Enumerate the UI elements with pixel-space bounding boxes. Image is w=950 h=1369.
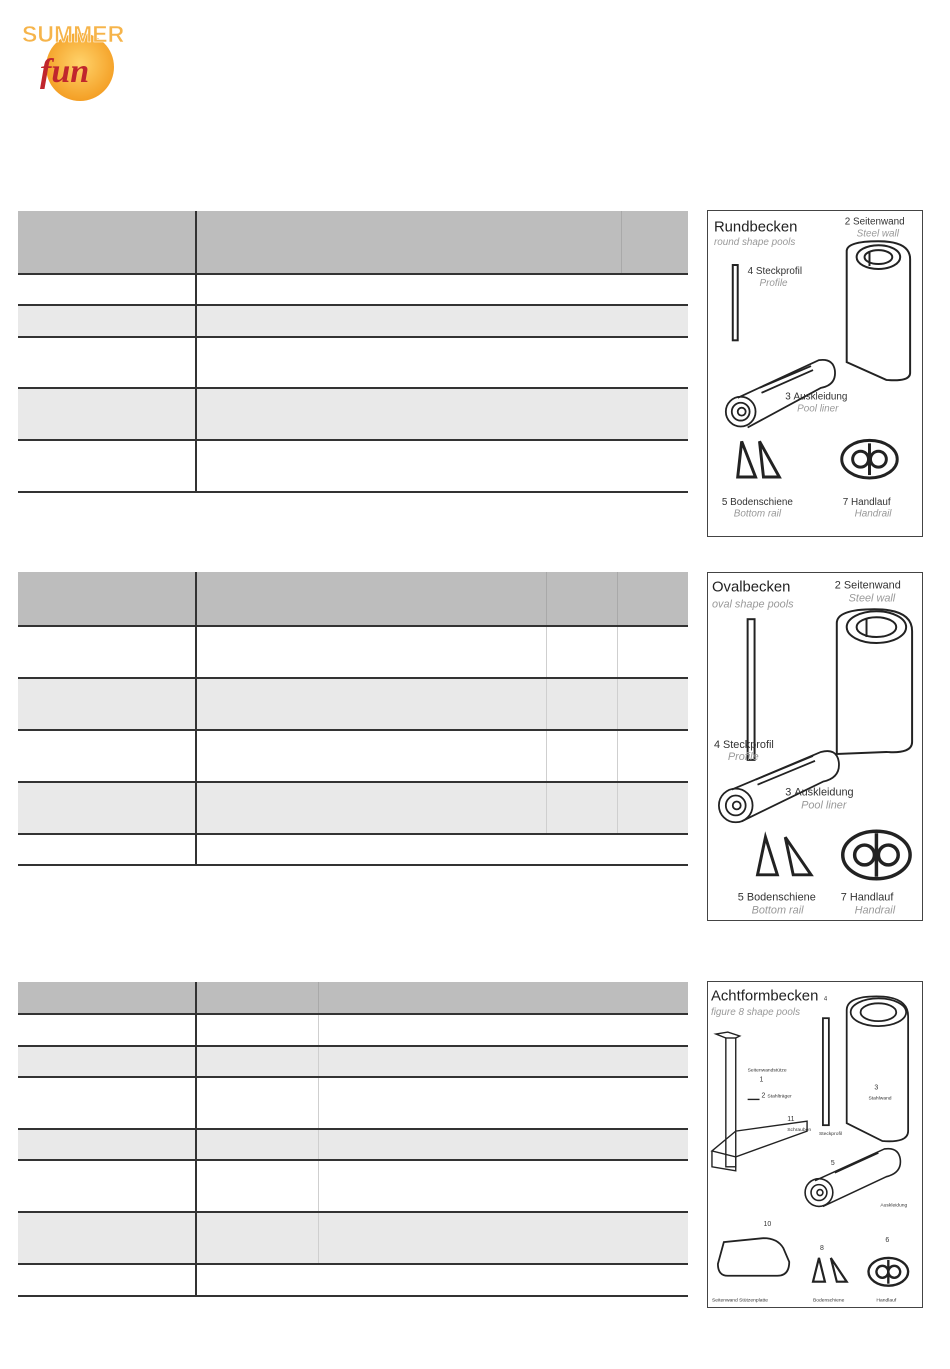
svg-text:7 Handlauf: 7 Handlauf [842, 496, 891, 508]
svg-text:4 Steckprofil: 4 Steckprofil [713, 738, 774, 751]
parts-panel-round [707, 210, 923, 537]
panel-subtitle: round shape pools [713, 237, 796, 249]
svg-text:Auskleidung: Auskleidung [880, 1203, 908, 1209]
panel-title: Ovalbecken [711, 579, 791, 596]
handrail-icon [869, 1258, 909, 1286]
svg-text:Pool liner: Pool liner [797, 403, 839, 415]
svg-text:8: 8 [819, 1245, 824, 1253]
table-row [18, 627, 688, 679]
svg-text:4 Steckprofil: 4 Steckprofil [747, 265, 803, 277]
table-row [18, 275, 688, 306]
svg-text:Bottom rail: Bottom rail [751, 904, 804, 917]
svg-text:11: 11 [787, 1116, 795, 1124]
pool-liner-icon [805, 1149, 900, 1207]
panel-subtitle: oval shape pools [711, 598, 794, 611]
table-row [18, 1015, 688, 1047]
panel-title: Rundbecken [713, 219, 798, 236]
handrail-icon [842, 440, 897, 478]
parts-panel-oval [707, 572, 923, 921]
steel-wall-icon [847, 241, 910, 380]
svg-text:Stahlwand: Stahlwand [868, 1096, 892, 1102]
svg-text:5 Bodenschiene: 5 Bodenschiene [737, 891, 816, 904]
svg-text:Bottom rail: Bottom rail [733, 508, 782, 520]
table-row [18, 835, 688, 866]
table-row [18, 306, 688, 338]
svg-text:3 Auskleidung: 3 Auskleidung [785, 391, 848, 403]
table-oval-pools [18, 572, 688, 866]
svg-text:2 Seitenwand: 2 Seitenwand [834, 579, 901, 592]
svg-text:Schrauben: Schrauben [787, 1128, 812, 1134]
panel-subtitle: figure 8 shape pools [710, 1007, 801, 1019]
svg-text:2 Seitenwand: 2 Seitenwand [844, 216, 905, 228]
svg-text:Bodenschiene: Bodenschiene [813, 1298, 845, 1304]
parts-panel-figure8 [707, 981, 923, 1308]
bottom-rail-icon [813, 1258, 847, 1282]
bottom-rail-icon [758, 837, 812, 875]
table-header-row [18, 572, 688, 627]
svg-text:Seitenwandstütze: Seitenwandstütze [747, 1068, 787, 1074]
svg-text:Stahlträger: Stahlträger [767, 1094, 792, 1100]
svg-text:Steel wall: Steel wall [856, 228, 899, 240]
profile-icon [733, 265, 738, 340]
svg-text:6: 6 [885, 1237, 890, 1245]
table-round-pools [18, 211, 688, 493]
svg-text:Profile: Profile [759, 277, 788, 289]
svg-text:3 Auskleidung: 3 Auskleidung [785, 786, 854, 799]
table-row [18, 441, 688, 493]
svg-text:1: 1 [759, 1076, 764, 1084]
bottom-rail-icon [738, 441, 780, 477]
table-row [18, 783, 688, 835]
steel-wall-icon [847, 996, 908, 1141]
side-wall-support-icon [712, 1032, 807, 1171]
svg-text:Seitenwand Stützenplatte: Seitenwand Stützenplatte [711, 1298, 768, 1304]
table-row [18, 731, 688, 783]
svg-text:5: 5 [830, 1159, 835, 1167]
table-row [18, 1161, 688, 1213]
logo-summer-text: SUMMER [22, 21, 125, 47]
table-row [18, 1130, 688, 1161]
svg-text:7 Handlauf: 7 Handlauf [840, 891, 894, 904]
handrail-icon [843, 831, 910, 879]
svg-text:3: 3 [874, 1084, 879, 1092]
summer-fun-logo [18, 12, 148, 107]
svg-text:Profile: Profile [727, 750, 759, 763]
table-row [18, 1047, 688, 1078]
table-row [18, 1078, 688, 1130]
logo-fun-text: fun [40, 53, 90, 90]
table-row [18, 1213, 688, 1265]
profile-icon [823, 1018, 829, 1125]
svg-text:Handlauf: Handlauf [876, 1298, 897, 1304]
panel-title: Achtformbecken [710, 988, 819, 1005]
steel-wall-icon [837, 609, 912, 754]
wall-support-plate-icon [718, 1238, 789, 1276]
table-header-row [18, 982, 688, 1015]
svg-text:Pool liner: Pool liner [801, 799, 847, 812]
svg-text:Steckprofil: Steckprofil [818, 1132, 843, 1138]
table-header-row [18, 211, 688, 275]
table-row [18, 389, 688, 441]
table-row [18, 338, 688, 389]
svg-text:Handrail: Handrail [854, 508, 892, 520]
table-row [18, 679, 688, 731]
table-row [18, 1265, 688, 1297]
svg-text:10: 10 [763, 1221, 772, 1229]
table-figure8-pools [18, 982, 688, 1297]
svg-text:5 Bodenschiene: 5 Bodenschiene [721, 496, 793, 508]
svg-text:Handrail: Handrail [854, 904, 896, 917]
svg-text:Steel wall: Steel wall [848, 592, 896, 605]
svg-text:2: 2 [761, 1092, 766, 1100]
svg-text:4: 4 [823, 996, 828, 1003]
